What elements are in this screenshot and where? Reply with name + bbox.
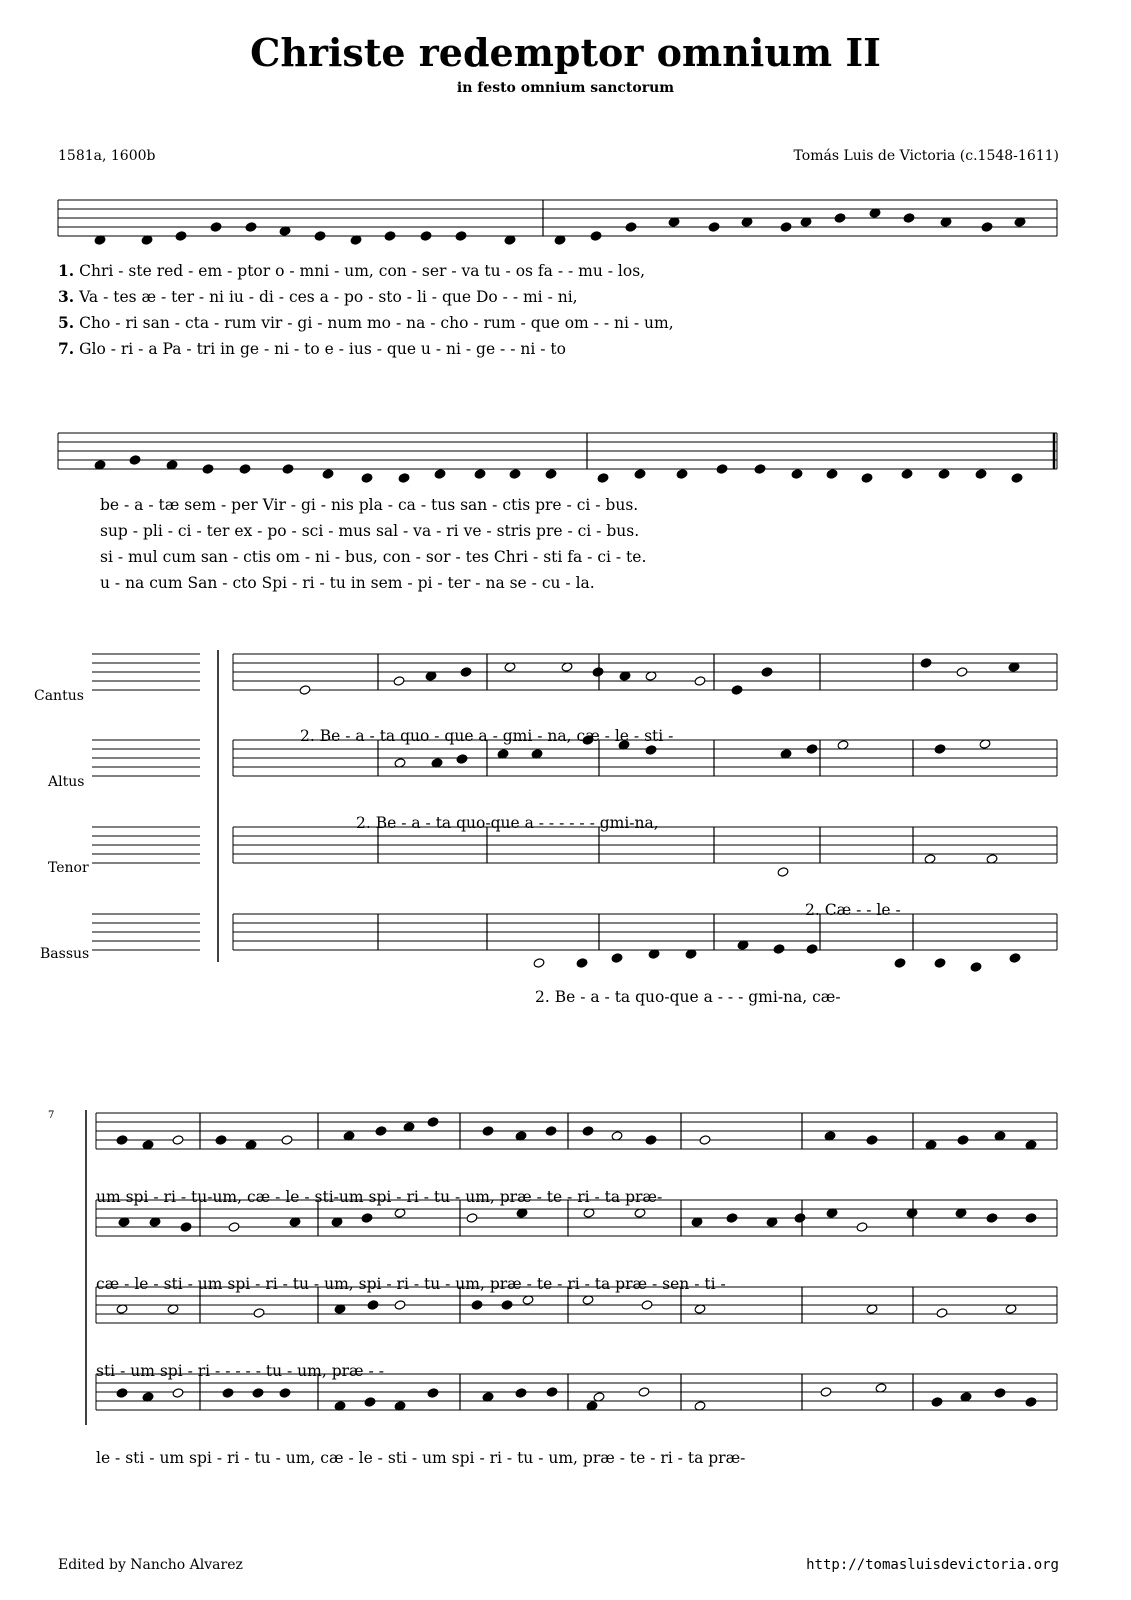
chant-verse-1-line2: be - a - tæ sem - per Vir - gi - nis pla - ca - tus san - ctis pre - ci - bus. [100,496,639,514]
note-head [546,1387,558,1398]
note-head [1011,473,1023,484]
note-head [116,1135,128,1146]
page-subtitle: in festo omnium sanctorum [456,80,675,96]
note-head [129,455,141,466]
note-head [901,469,913,480]
note-head [215,1135,227,1146]
staff-lines [58,200,1057,1425]
note-head [545,469,557,480]
note-head [934,744,946,755]
note-head [281,1135,293,1146]
voice-name-bassus: Bassus [40,946,90,962]
page-title: Christe redemptor omnium II [250,30,881,75]
note-head [938,469,950,480]
note-head [398,473,410,484]
note-head [1009,953,1021,964]
chant-verse-3-line2: sup - pli - ci - ter ex - po - sci - mus sal - va - ri ve - stris pre - ci - bus. [100,522,640,540]
note-head [427,1117,439,1128]
note-head [856,1222,868,1233]
note-head [533,958,545,969]
note-head [641,1300,653,1311]
cantus-lyrics-system1: 2. Be - a - ta quo - que a - gmi - na, cæ - le - sti - [300,727,674,745]
note-head [936,1308,948,1319]
note-head [501,1300,513,1311]
note-head [384,231,396,242]
tenor-lyrics-system1: 2. Cæ - - le - [805,901,901,919]
note-head [482,1126,494,1137]
note-head [299,685,311,696]
chant-verse-3-line1: 3. Va - tes æ - ter - ni iu - di - ces a - po - sto - li - que Do - - mi - ni, [58,287,578,306]
voice-name-cantus: Cantus [34,688,84,704]
note-head [986,1213,998,1224]
tenor-lyrics-system2: sti - um spi - ri - - - - - tu - um, præ - - [96,1362,384,1380]
note-head [699,1135,711,1146]
note-head [634,469,646,480]
note-head [456,754,468,765]
note-head [694,676,706,687]
note-head [866,1135,878,1146]
note-head [716,464,728,475]
note-head [592,667,604,678]
note-head [957,1135,969,1146]
note-head [1025,1397,1037,1408]
voice-name-tenor: Tenor [48,860,89,876]
note-head [820,1387,832,1398]
note-head [981,222,993,233]
note-head [638,1387,650,1398]
chant-verse-1-line1: 1. Chri - ste red - em - ptor o - mni - um, con - ser - va tu - os fa - - mu - los, [58,261,646,280]
note-head [861,473,873,484]
note-head [515,1388,527,1399]
note-head [806,944,818,955]
note-head [545,1126,557,1137]
measure-number: 7 [48,1110,55,1121]
note-head [934,958,946,969]
note-head [894,958,906,969]
note-head [202,464,214,475]
note-head [956,667,968,678]
note-head [460,667,472,678]
source-label: 1581a, 1600b [58,148,156,164]
note-head [761,667,773,678]
note-head [175,231,187,242]
note-head [826,469,838,480]
note-head [726,1213,738,1224]
note-head [172,1135,184,1146]
note-head [576,958,588,969]
editor-credit: Edited by Nancho Alvarez [58,1557,243,1573]
chant-verse-7-line2: u - na cum San - cto Spi - ri - tu in sem - pi - ter - na se - cu - la. [100,574,595,592]
note-head [611,953,623,964]
note-head [364,1397,376,1408]
note-head [645,1135,657,1146]
voice-name-altus: Altus [48,774,85,790]
bassus-lyrics-system2: le - sti - um spi - ri - tu - um, cæ - le - sti - um spi - ri - tu - um, præ - te - ri - ta præ- [96,1449,746,1467]
note-head [597,473,609,484]
bassus-lyrics-system1: 2. Be - a - ta quo-que a - - - gmi-na, cæ- [535,988,841,1006]
chant-verse-5-line2: si - mul cum san - ctis om - ni - bus, con - sor - tes Chri - sti fa - ci - te. [100,548,647,566]
note-head [279,1388,291,1399]
note-head [375,1126,387,1137]
note-head [210,222,222,233]
note-head [228,1222,240,1233]
note-head [625,222,637,233]
note-head [590,231,602,242]
note-head [975,469,987,480]
note-head [314,231,326,242]
note-head [834,213,846,224]
note-head [474,469,486,480]
cantus-lyrics-system2: um spi - ri - tu-um, cæ - le - sti-um spi - ri - tu - um, præ - te - ri - ta præ- [96,1188,663,1206]
altus-lyrics-system1: 2. Be - a - ta quo-que a - - - - - - gmi-na, [356,814,659,832]
note-head [116,1388,128,1399]
note-head [780,222,792,233]
note-head [509,469,521,480]
note-head [920,658,932,669]
note-head [582,1126,594,1137]
note-head [806,744,818,755]
note-head [754,464,766,475]
note-head [455,231,467,242]
note-head [434,469,446,480]
note-head [427,1388,439,1399]
chant-verse-5-line1: 5. Cho - ri san - cta - rum vir - gi - num mo - na - cho - rum - que om - - ni - um, [58,313,674,332]
note-head [645,745,657,756]
note-head [239,464,251,475]
altus-lyrics-system2: cæ - le - sti - um spi - ri - tu - um, spi - ri - tu - um, præ - te - ri - ta præ - sen - ti - [96,1275,726,1293]
note-head [773,944,785,955]
note-head [791,469,803,480]
note-head [394,1300,406,1311]
source-url[interactable]: http://tomasluisdevictoria.org [806,1557,1059,1573]
note-head [361,1213,373,1224]
note-head [420,231,432,242]
notes [94,208,1037,1412]
note-head [322,469,334,480]
note-head [180,1222,192,1233]
note-head [994,1388,1006,1399]
note-head [794,1213,806,1224]
note-head [282,464,294,475]
note-head [931,1397,943,1408]
note-head [471,1300,483,1311]
note-head [172,1388,184,1399]
note-head [245,222,257,233]
note-head [970,962,982,973]
note-head [252,1388,264,1399]
note-head [676,469,688,480]
chant-verse-7-line1: 7. Glo - ri - a Pa - tri in ge - ni - to e - ius - que u - ni - ge - - ni - to [58,339,566,358]
note-head [708,222,720,233]
note-head [731,685,743,696]
composer-label: Tomás Luis de Victoria (c.1548-1611) [793,148,1059,164]
note-head [367,1300,379,1311]
note-head [903,213,915,224]
note-head [222,1388,234,1399]
note-head [253,1308,265,1319]
note-head [1025,1213,1037,1224]
note-head [393,676,405,687]
note-head [777,867,789,878]
note-head [361,473,373,484]
note-head [466,1213,478,1224]
